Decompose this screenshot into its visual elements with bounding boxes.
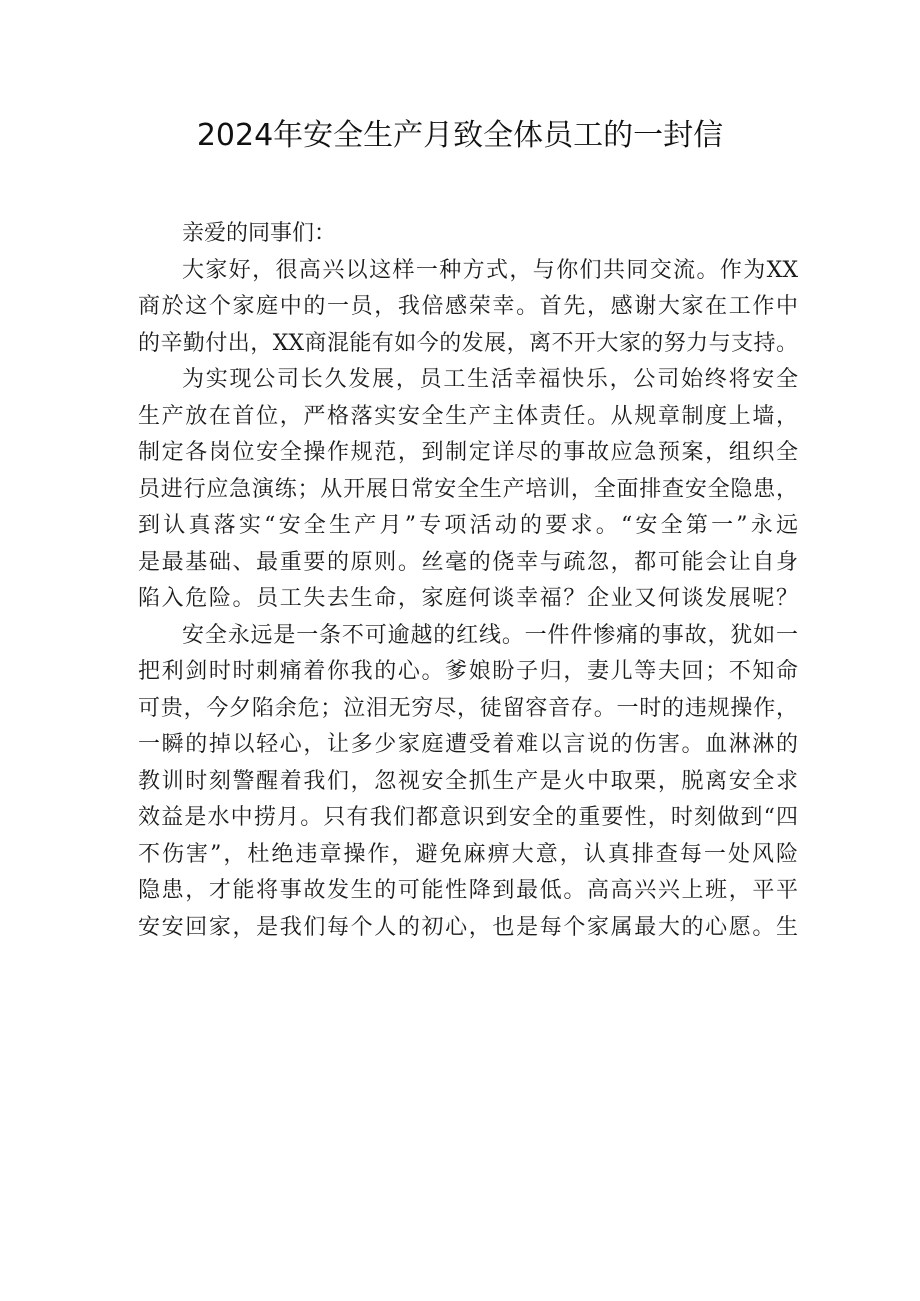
text-line: 是最基础、最重要的原则。丝毫的侥幸与疏忽，都可能会让自身 <box>138 549 798 575</box>
text-line: 把利剑时时刺痛着你我的心。爹娘盼子归，妻儿等夫回；不知命 <box>138 659 798 684</box>
text-line: 安全永远是一条不可逾越的红线。一件件惨痛的事故，犹如一 <box>182 622 798 648</box>
text-line: 为实现公司长久发展，员工生活幸福快乐，公司始终将安全 <box>182 367 798 392</box>
text-line: 教训时刻警醒着我们，忽视安全抓生产是火中取栗，脱离安全求 <box>138 768 798 794</box>
text-line: 商於这个家庭中的一员，我倍感荣幸。首先，感谢大家在工作中 <box>138 294 798 319</box>
text-line: 到认真落实“安全生产月”专项活动的要求。“安全第一”永远 <box>138 513 798 538</box>
greeting: 亲爱的同事们： <box>182 221 337 246</box>
document-title: 2024年安全生产月致全体员工的一封信 <box>196 118 724 153</box>
text-line: 制定各岗位安全操作规范，到制定详尽的事故应急预案，组织全 <box>138 440 798 465</box>
text-line: 生产放在首位，严格落实安全生产主体责任。从规章制度上墙， <box>138 403 798 429</box>
text-line: 员进行应急演练；从开展日常安全生产培训，全面排查安全隐患， <box>138 476 798 502</box>
text-line: 可贵，今夕陷余危；泣泪无穷尽，徒留容音存。一时的违规操作， <box>138 695 798 721</box>
letter-body <box>138 216 798 946</box>
text-line: 的辛勤付出，XX商混能有如今的发展，离不开大家的努力与支持。 <box>138 330 798 356</box>
paragraph-3 <box>138 618 798 947</box>
text-line: 安安回家，是我们每个人的初心，也是每个家属最大的心愿。生 <box>138 914 798 940</box>
paragraph-2 <box>138 362 798 618</box>
text-line: 隐患，才能将事故发生的可能性降到最低。高高兴兴上班，平平 <box>138 878 798 903</box>
text-line: 不伤害”，杜绝违章操作，避免麻痹大意，认真排查每一处风险 <box>138 841 798 867</box>
paragraph-1 <box>138 253 798 363</box>
text-line: 大家好，很高兴以这样一种方式，与你们共同交流。作为XX <box>182 257 798 283</box>
text-line: 一瞬的掉以轻心，让多少家庭遭受着难以言说的伤害。血淋淋的 <box>138 732 798 757</box>
text-line: 陷入危险。员工失去生命，家庭何谈幸福？企业又何谈发展呢？ <box>138 586 798 611</box>
text-line: 效益是水中捞月。只有我们都意识到安全的重要性，时刻做到“四 <box>138 805 798 830</box>
